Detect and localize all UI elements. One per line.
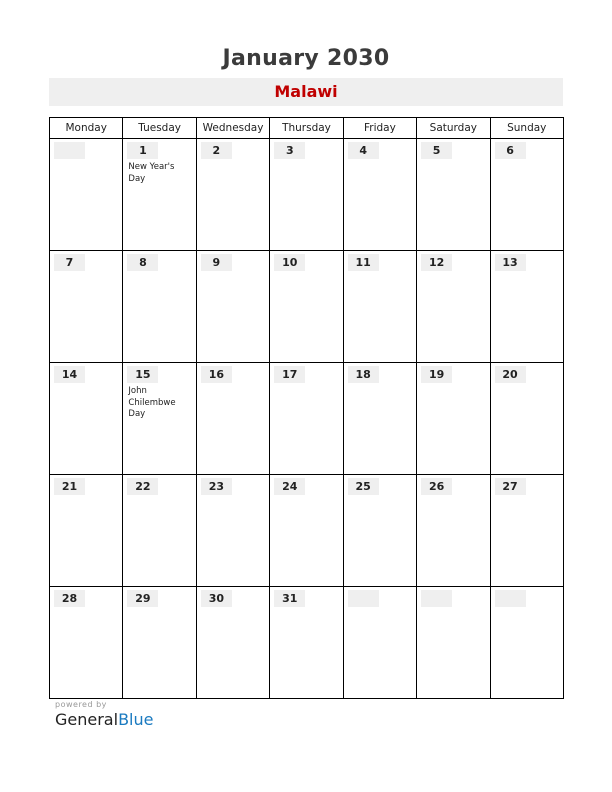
footer [55, 700, 153, 729]
day-number [421, 590, 452, 607]
day-number: 13 [495, 254, 526, 271]
day-cell[interactable] [270, 363, 343, 475]
calendar-grid [49, 117, 564, 699]
day-cell[interactable] [270, 251, 343, 363]
day-cell[interactable] [343, 251, 416, 363]
day-number: 1 [127, 142, 158, 159]
week-row [50, 251, 564, 363]
day-number: 20 [495, 366, 526, 383]
day-cell[interactable] [417, 251, 490, 363]
day-number: 25 [348, 478, 379, 495]
day-cell[interactable] [343, 587, 416, 699]
day-cell[interactable] [417, 363, 490, 475]
day-cell[interactable] [490, 139, 563, 251]
day-cell[interactable] [270, 139, 343, 251]
day-cell[interactable] [343, 139, 416, 251]
day-number: 24 [274, 478, 305, 495]
day-number: 8 [127, 254, 158, 271]
day-number [54, 142, 85, 159]
day-number [495, 590, 526, 607]
weekday-header: Friday [343, 118, 416, 139]
day-number [348, 590, 379, 607]
day-number: 29 [127, 590, 158, 607]
day-cell[interactable] [123, 475, 196, 587]
day-number: 15 [127, 366, 158, 383]
day-number: 16 [201, 366, 232, 383]
day-cell[interactable] [123, 139, 196, 251]
day-number: 21 [54, 478, 85, 495]
brand-general: General [55, 710, 119, 729]
day-cell[interactable] [50, 475, 123, 587]
day-cell[interactable] [270, 475, 343, 587]
weekday-header: Saturday [417, 118, 490, 139]
day-cell[interactable] [196, 475, 269, 587]
day-number: 31 [274, 590, 305, 607]
day-number: 10 [274, 254, 305, 271]
day-cell[interactable] [196, 139, 269, 251]
day-number: 5 [421, 142, 452, 159]
day-number: 22 [127, 478, 158, 495]
week-row [50, 363, 564, 475]
day-cell[interactable] [196, 251, 269, 363]
day-number: 23 [201, 478, 232, 495]
day-number: 12 [421, 254, 452, 271]
weekday-header: Tuesday [123, 118, 196, 139]
day-cell[interactable] [196, 587, 269, 699]
day-cell[interactable] [50, 587, 123, 699]
weekday-header: Sunday [490, 118, 563, 139]
day-cell[interactable] [270, 587, 343, 699]
weekday-header: Wednesday [196, 118, 269, 139]
day-cell[interactable] [123, 363, 196, 475]
day-number: 26 [421, 478, 452, 495]
holiday-label: New Year's Day [128, 162, 175, 184]
day-number: 30 [201, 590, 232, 607]
day-cell[interactable] [490, 475, 563, 587]
day-cell[interactable] [343, 363, 416, 475]
day-cell[interactable] [490, 251, 563, 363]
week-row [50, 139, 564, 251]
week-row [50, 587, 564, 699]
day-cell[interactable] [490, 363, 563, 475]
day-number: 27 [495, 478, 526, 495]
weekday-header: Thursday [270, 118, 343, 139]
day-number: 11 [348, 254, 379, 271]
day-cell[interactable] [50, 139, 123, 251]
day-cell[interactable] [417, 587, 490, 699]
day-cell[interactable] [50, 251, 123, 363]
day-number: 18 [348, 366, 379, 383]
page-title: January 2030 [222, 46, 390, 71]
day-number: 2 [201, 142, 232, 159]
day-cell[interactable] [123, 587, 196, 699]
day-number: 19 [421, 366, 452, 383]
powered-by-text: powered by [55, 700, 107, 709]
day-number: 6 [495, 142, 526, 159]
weekday-header-row [50, 118, 564, 139]
day-cell[interactable] [343, 475, 416, 587]
day-cell[interactable] [50, 363, 123, 475]
country-title: Malawi [49, 78, 563, 106]
day-number: 9 [201, 254, 232, 271]
generalblue-logo[interactable] [55, 710, 153, 729]
brand-blue: Blue [118, 710, 154, 729]
week-row [50, 475, 564, 587]
day-number: 28 [54, 590, 85, 607]
day-cell[interactable] [490, 587, 563, 699]
day-cell[interactable] [196, 363, 269, 475]
day-number: 4 [348, 142, 379, 159]
holiday-label: John Chilembwe Day [128, 386, 176, 419]
day-number: 7 [54, 254, 85, 271]
day-number: 17 [274, 366, 305, 383]
day-cell[interactable] [417, 475, 490, 587]
day-number: 14 [54, 366, 85, 383]
day-cell[interactable] [417, 139, 490, 251]
day-cell[interactable] [123, 251, 196, 363]
weekday-header: Monday [50, 118, 123, 139]
day-number: 3 [274, 142, 305, 159]
